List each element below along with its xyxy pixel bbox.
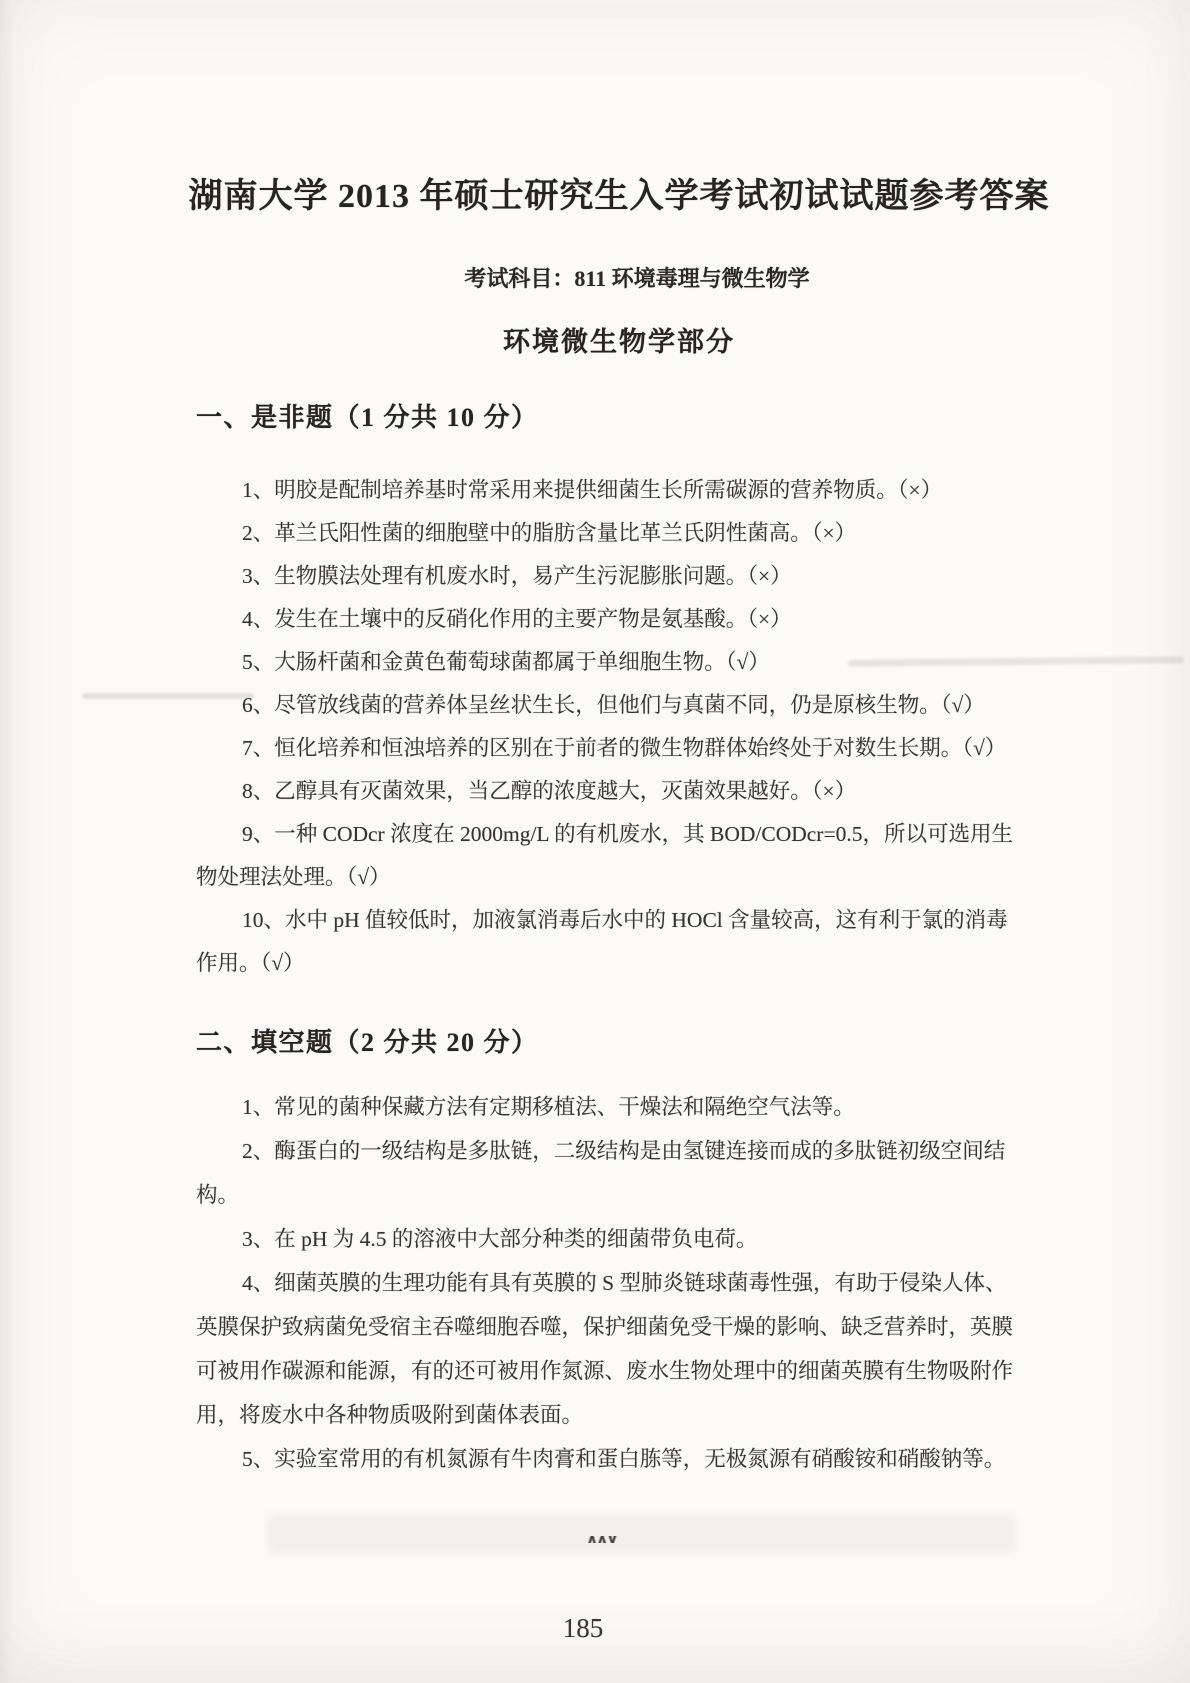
tf-item-7-line-1: 7、恒化培养和恒浊培养的区别在于前者的微生物群体始终处于对数生长期。（√） <box>242 736 1007 760</box>
scan-smudge-marks: ∧∧∨ <box>586 1533 617 1547</box>
tf-item-3-line-1: 3、生物膜法处理有机废水时，易产生污泥膨胀问题。（×） <box>242 564 792 588</box>
fb-item-4-line-3: 可被用作碳源和能源，有的还可被用作氮源、废水生物处理中的细菌英膜有生物吸附作 <box>196 1359 1014 1383</box>
page-title: 湖南大学 2013 年硕士研究生入学考试初试试题参考答案 <box>188 178 1050 215</box>
section1-true-false-items <box>196 469 1096 985</box>
tf-item-9-line-2: 物处理法处理。（√） <box>196 865 391 889</box>
tf-item-5-line-1: 5、大肠杆菌和金黄色葡萄球菌都属于单细胞生物。（√） <box>242 650 770 674</box>
fb-item-2-line-1: 2、酶蛋白的一级结构是多肽链，二级结构是由氢键连接而成的多肽链初级空间结 <box>242 1139 1006 1163</box>
section1-heading: 一、是非题（1 分共 10 分） <box>196 403 539 432</box>
fb-item-2-line-2: 构。 <box>196 1183 240 1207</box>
fb-item-4-line-1: 4、细菌英膜的生理功能有具有英膜的 S 型肺炎链球菌毒性强，有助于侵染人体、 <box>242 1271 1007 1295</box>
part-title: 环境微生物学部分 <box>503 327 735 357</box>
fb-item-3-line-1: 3、在 pH 为 4.5 的溶液中大部分种类的细菌带负电荷。 <box>242 1227 758 1251</box>
scan-band <box>266 1514 1016 1554</box>
fb-item-5-line-1: 5、实验室常用的有机氮源有牛肉膏和蛋白胨等，无极氮源有硝酸铵和硝酸钠等。 <box>242 1447 1006 1471</box>
page-number: 185 <box>562 1613 604 1643</box>
tf-item-10-line-1: 10、水中 pH 值较低时，加液氯消毒后水中的 HOCl 含量较高，这有利于氯的消毒 <box>242 908 1008 932</box>
fb-item-4-line-2: 英膜保护致病菌免受宿主吞噬细胞吞噬，保护细菌免受干燥的影响、缺乏营养时，英膜 <box>196 1315 1014 1339</box>
exam-subject-line: 考试科目：811 环境毒理与微生物学 <box>464 266 810 291</box>
tf-item-9-line-1: 9、一种 CODcr 浓度在 2000mg/L 的有机废水，其 BOD/CODcr=0.5，所以可选用生 <box>242 822 1013 846</box>
tf-item-1-line-1: 1、明胶是配制培养基时常采用来提供细菌生长所需碳源的营养物质。（×） <box>242 478 943 502</box>
section2-heading: 二、填空题（2 分共 20 分） <box>196 1028 539 1057</box>
fb-item-4-line-4: 用，将废水中各种物质吸附到菌体表面。 <box>196 1403 584 1427</box>
section2-fill-blank-items <box>196 1085 1096 1481</box>
tf-item-6-line-1: 6、尽管放线菌的营养体呈丝状生长，但他们与真菌不同，仍是原核生物。（√） <box>242 693 985 717</box>
tf-item-8-line-1: 8、乙醇具有灭菌效果，当乙醇的浓度越大，灭菌效果越好。（×） <box>242 779 857 803</box>
scan-streak <box>82 693 254 699</box>
fb-item-1-line-1: 1、常见的菌种保藏方法有定期移植法、干燥法和隔绝空气法等。 <box>242 1095 855 1119</box>
tf-item-2-line-1: 2、革兰氏阳性菌的细胞壁中的脂肪含量比革兰氏阴性菌高。（×） <box>242 521 857 545</box>
tf-item-4-line-1: 4、发生在土壤中的反硝化作用的主要产物是氨基酸。（×） <box>242 607 792 631</box>
tf-item-10-line-2: 作用。（√） <box>196 951 305 975</box>
scan-edge-stripe <box>0 0 14 1683</box>
